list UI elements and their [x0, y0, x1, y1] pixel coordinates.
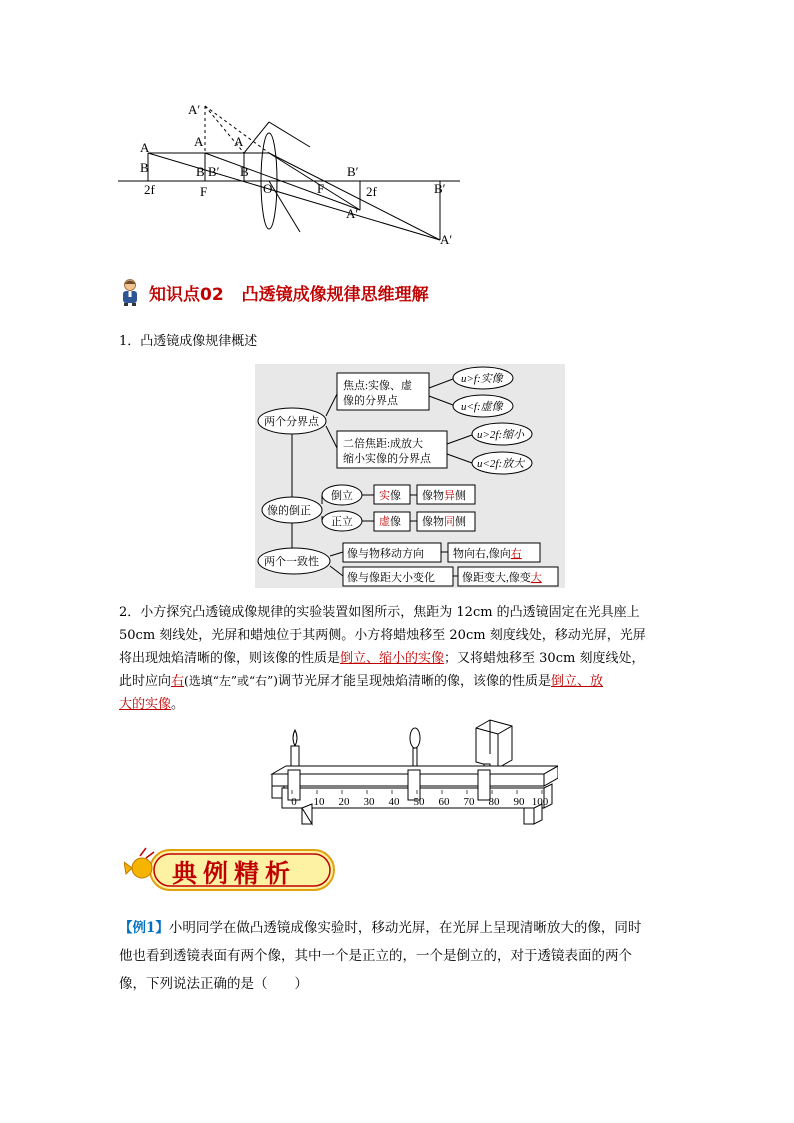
text-upright: 正立: [331, 516, 353, 528]
example-banner: [124, 846, 338, 894]
text-virtual: 虚像: [379, 516, 401, 528]
section-number: 知识点02: [149, 284, 224, 305]
item-2-line-4: 此时应向右(选填“左”或“右”)调节光屏才能呈现烛焰清晰的像，该像的性质是倒立、放: [119, 674, 603, 689]
label-b-1: B: [140, 160, 149, 175]
answer-2: 右: [171, 674, 185, 689]
item-2-line-3: 将出现烛焰清晰的像，则该像的性质是倒立、缩小的实像；又将蜡烛移至 30cm 刻度线处，: [119, 651, 645, 666]
tick-80: 80: [488, 796, 500, 808]
label-a-3: A: [234, 134, 244, 149]
label-f-right: F: [317, 181, 325, 196]
label-f-left: F: [200, 184, 208, 199]
tick-90: 90: [513, 796, 525, 808]
text-u-lt-f: u<f:虚像: [461, 401, 503, 413]
text-u-gt-f: u>f:实像: [461, 373, 503, 385]
answer-3-part-2: 大的实像: [119, 697, 172, 712]
item-2-line-1: 2．小方探究凸透镜成像规律的实验装置如图所示，焦距为 12cm 的凸透镜固定在光具座上: [119, 605, 640, 620]
ray-diagram: [110, 92, 460, 252]
text-real: 实像: [379, 490, 401, 502]
answer-3-part-1: 倒立、放: [550, 674, 603, 689]
text-move-ans: 物向右,像向右: [453, 548, 522, 560]
example-1-line-2: 他也看到透镜表面有两个像，其中一个是正立的，一个是倒立的，对于透镜表面的两个: [119, 948, 632, 964]
tick-0: 0: [291, 796, 297, 808]
text-size-change: 像与像距大小变化: [347, 572, 435, 584]
item-1-heading: 1．凸透镜成像规律概述: [119, 334, 258, 349]
label-b-prime-virtual: B′: [208, 164, 220, 179]
label-2f-left: 2f: [144, 182, 155, 197]
example-tag: 【例1】: [119, 920, 169, 936]
text-consistent-root: 两个一致性: [264, 556, 319, 568]
tick-40: 40: [388, 796, 400, 808]
tick-60: 60: [438, 796, 450, 808]
text-opposite: 像物异侧: [422, 490, 466, 502]
text-double-1: 二倍焦距:成放大: [343, 438, 424, 450]
label-b-prime-3: B′: [434, 181, 446, 196]
example-1-line-1: 【例1】小明同学在做凸透镜成像实验时，移动光屏，在光屏上呈现清晰放大的像，同时: [119, 920, 642, 936]
example-1: [119, 916, 679, 996]
text-focus-2: 像的分界点: [343, 395, 398, 407]
banner-title: 典例精析: [172, 859, 297, 888]
text-double-2: 缩小实像的分界点: [343, 453, 431, 465]
label-a-prime-top: A′: [188, 102, 201, 117]
tick-10: 10: [313, 796, 325, 808]
tick-70: 70: [463, 796, 475, 808]
concept-map: [255, 364, 565, 588]
item-2-line-5: 大的实像。: [119, 697, 185, 712]
tick-50: 50: [413, 796, 425, 808]
section-heading: [119, 272, 429, 312]
teacher-icon: [119, 278, 141, 306]
label-b-prime-2: B′: [347, 164, 359, 179]
label-a-1: A: [140, 140, 150, 155]
tick-100: 100: [531, 796, 549, 808]
section-title: 凸透镜成像规律思维理解: [241, 284, 429, 305]
tick-20: 20: [338, 796, 350, 808]
item-2-line-2: 50cm 刻线处，光屏和蜡烛位于其两侧。小方将蜡烛移至 20cm 刻度线处，移动光屏，光屏: [119, 628, 646, 643]
tick-30: 30: [363, 796, 375, 808]
example-1-line-3: 像，下列说法正确的是（ ）: [119, 976, 308, 992]
text-u-gt-2f: u>2f:缩小: [477, 429, 525, 441]
item-2-paragraph: [119, 601, 679, 716]
text-size-ans: 像距变大,像变大: [462, 572, 542, 584]
text-move-dir: 像与物移动方向: [347, 548, 424, 560]
label-o: O: [263, 181, 273, 196]
answer-1: 倒立、缩小的实像: [340, 651, 445, 666]
label-2f-right: 2f: [366, 184, 377, 199]
label-a-prime-3: A′: [440, 232, 453, 247]
text-same: 像物同侧: [422, 516, 466, 528]
text-orient-root: 像的倒正: [267, 505, 311, 517]
label-b-2: B: [196, 164, 205, 179]
text-boundary-root: 两个分界点: [264, 416, 319, 428]
optical-bench: [268, 718, 558, 830]
text-inverted: 倒立: [331, 490, 353, 502]
label-b-3: B: [240, 164, 249, 179]
text-u-lt-2f: u<2f:放大: [477, 458, 525, 470]
label-a-prime-2: A′: [346, 206, 359, 221]
text-focus-1: 焦点:实像、虚: [343, 380, 413, 392]
label-a-2: A: [194, 134, 204, 149]
